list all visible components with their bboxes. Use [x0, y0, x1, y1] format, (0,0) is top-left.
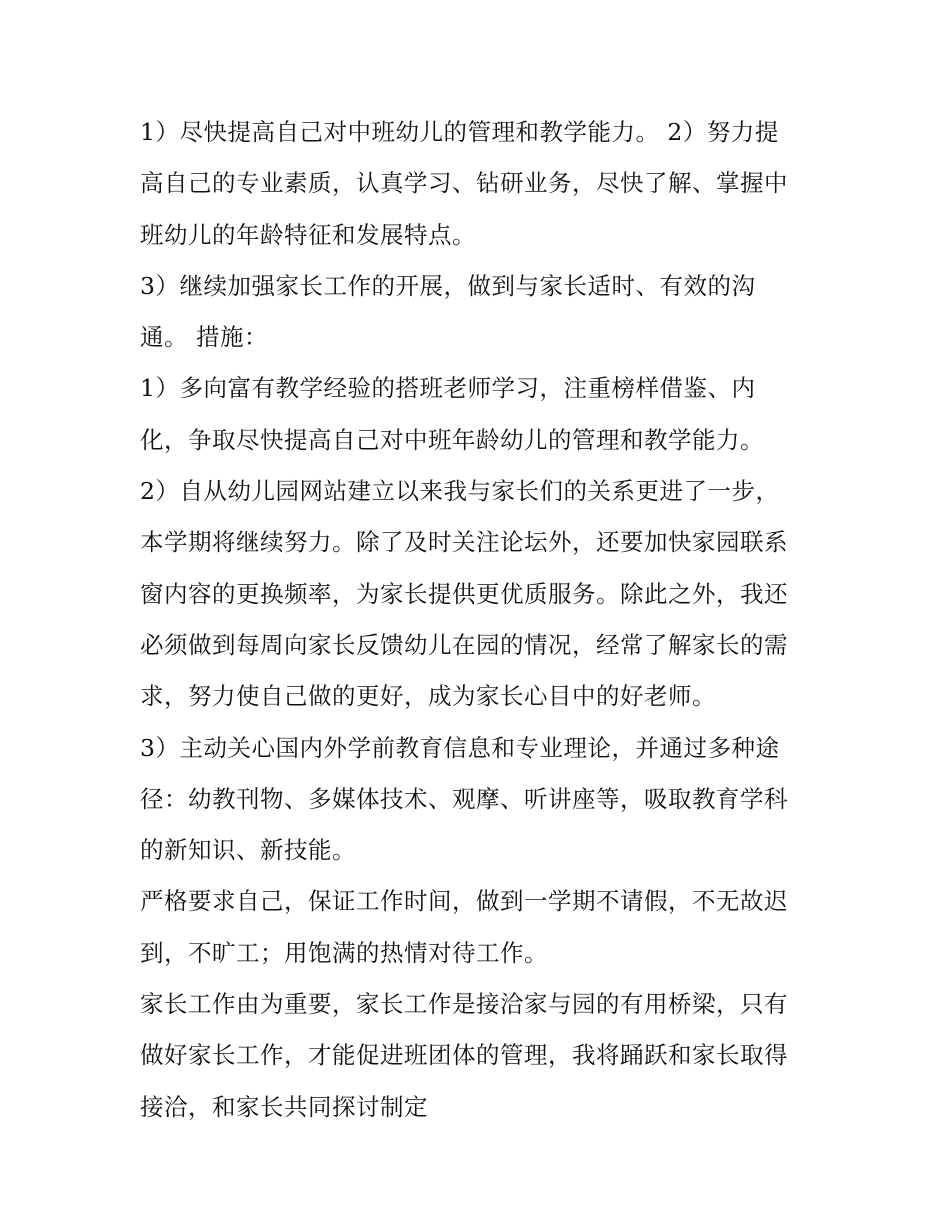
- text-line: 径：幼教刊物、多媒体技术、观摩、听讲座等，吸取教育学科: [140, 784, 788, 813]
- text-line: 窗内容的更换频率，为家长提供更优质服务。除此之外，我还: [140, 579, 788, 608]
- text-line: 求，努力使自己做的更好，成为家长心目中的好老师。: [140, 682, 716, 711]
- text-line: 本学期将继续努力。除了及时关注论坛外，还要加快家园联系: [140, 528, 788, 557]
- text-line: 家长工作由为重要，家长工作是接洽家与园的有用桥梁，只有: [140, 990, 788, 1019]
- text-line: 严格要求自己，保证工作时间，做到一学期不请假，不无故迟: [140, 887, 788, 916]
- body-text: [140, 107, 820, 1133]
- text-line: 1）尽快提高自己对中班幼儿的管理和教学能力。 2）努力提: [140, 118, 779, 146]
- text-line: 通。 措施：: [140, 323, 268, 352]
- text-line: 做好家长工作，才能促进班团体的管理，我将踊跃和家长取得: [140, 1041, 788, 1070]
- text-line: 2）自从幼儿园网站建立以来我与家长们的关系更进了一步，: [140, 477, 780, 506]
- text-line: 接洽，和家长共同探讨制定: [140, 1092, 428, 1121]
- text-line: 3）继续加强家长工作的开展，做到与家长适时、有效的沟: [140, 271, 756, 300]
- text-line: 到，不旷工；用饱满的热情对待工作。: [140, 938, 548, 967]
- text-line: 化，争取尽快提高自己对中班年龄幼儿的管理和教学能力。: [140, 425, 764, 454]
- text-line: 3）主动关心国内外学前教育信息和专业理论，并通过多种途: [140, 733, 780, 762]
- text-line: 1）多向富有教学经验的搭班老师学习，注重榜样借鉴、内: [140, 374, 756, 403]
- text-line: 的新知识、新技能。: [140, 836, 356, 865]
- text-line: 高自己的专业素质，认真学习、钻研业务，尽快了解、掌握中: [140, 169, 788, 198]
- text-line: 必须做到每周向家长反馈幼儿在园的情况，经常了解家长的需: [140, 630, 788, 659]
- text-line: 班幼儿的年龄特征和发展特点。: [140, 220, 476, 249]
